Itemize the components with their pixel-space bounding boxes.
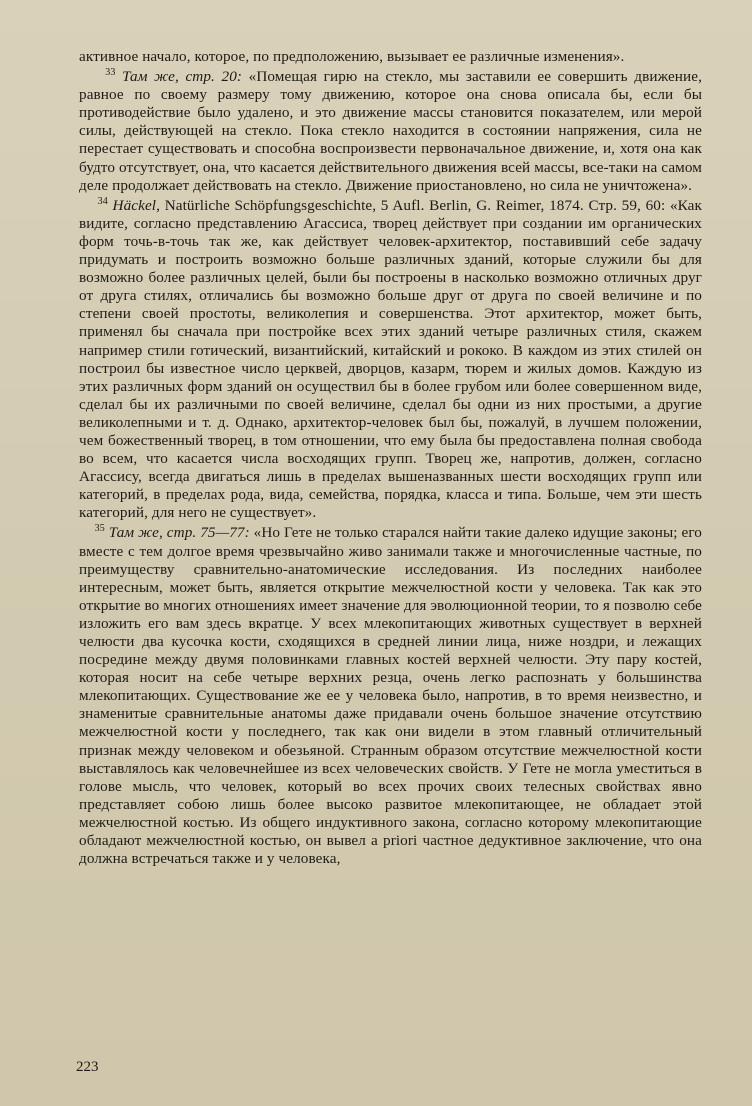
footnote-reference: Там же, стр. 20: (122, 68, 243, 86)
footnote-33 (79, 68, 702, 195)
footnote-35 (79, 524, 702, 868)
footnote-number: 34 (97, 195, 108, 207)
footnote-number: 35 (94, 523, 105, 535)
footnote-number: 33 (105, 67, 116, 79)
footnote-reference: Там же, стр. 75—77: (108, 524, 250, 542)
page-number: 223 (76, 1059, 99, 1075)
footnote-text: Natürliche Schöpfungsgeschichte, 5 Aufl. Berlin, G. Reimer, 1874. Стр. 59, 60: «Как видите, согласно представлению Агассиса, творец действует при создании им органических форм точь-в-точь так же, как действует человек-архитектор, поставивший себе задачу придумать и построить возможно больше различных зданий, которые служили бы для возможно более различных целей, были бы построены в насколько возможно отличных друг от друга стилях, отличались бы возможно больше друг от друга по своей величине и по степени своей простоты, великолепия и совершенства. Этот архитектор, может быть, применял бы сначала при постройке всех этих зданий четыре различных стиля, скажем например стили готический, византийский, китайский и рококо. В каждом из этих стилей он построил бы известное число церквей, дворцов, казарм, тюрем и жилых домов. Каждую из этих различных форм зданий он осуществил бы в более грубом или более совершенном виде, сделал бы их различными по своей величине, сделал бы одни из них простыми, а другие великолепными и т. д. Однако, архитектор-человек был бы, пожалуй, в лучшем положении, чем божественный творец, в том отношении, что ему была бы предоставлена полная свобода во всем, что касается числа восходящих групп. Творец же, напротив, должен, согласно Агассису, всегда двигаться лишь в пределах вышеназванных шести восходящих групп или категорий, в пределах рода, вида, семейства, порядка, класса и типа. Больше, чем эти шесть категорий, для него не существует». (79, 196, 702, 522)
footnote-continuation (79, 48, 702, 66)
footnote-reference: Häckel, (112, 196, 161, 214)
footnote-text: активное начало, которое, по предположению, вызывает ее различные изменения». (79, 48, 625, 65)
footnote-text: «Помещая гирю на стекло, мы заставили ее совершить движение, равное по своему размеру тому движению, которое она снова описала бы, если бы противодействие было удалено, и это движение массы становится показателем, или мерой силы, действующей на стекло. Пока стекло находится в состоянии напряжения, сила не перестает существовать и способна воспроизвести первоначальное движение, и, хотя она как будто отсутствует, она, что касается действительного движения всей массы, все-таки на самом деле продолжает действовать на стекло. Движение приостановлено, но сила не уничтожена». (79, 68, 702, 194)
footnote-34 (79, 197, 702, 523)
footnote-text: «Но Гете не только старался найти такие далеко идущие законы; его вместе с тем долгое время чрезвычайно живо занимали также и многочисленные частные, по преимуществу сравнительно-анатомические исследования. Из последних наиболее интересным, может быть, является открытие межчелюстной кости у человека. Так как это открытие во многих отношениях имеет значение для эволюционной теории, то я позволю себе изложить его вам здесь вкратце. У всех млекопитающих животных существует в верхней челюсти два кусочка кости, сходящихся в средней линии лица, ниже ноздри, и лежащих посредине между двумя половинками главных костей верхней челюсти. Эту пару костей, которая носит на себе четыре верхних резца, очень легко распознать у большинства млекопитающих. Существование же ее у человека было, напротив, в то время неизвестно, и знаменитые сравнительные анатомы даже придавали очень большое значение отсутствию межчелюстной кости у последнего, так как они видели в этом главный отличительный признак между человеком и обезьяной. Странным образом отсутствие межчелюстной кости выставлялось как человечнейшее из всех человеческих свойств. У Гете не могла уместиться в голове мысль, что человек, который во всех прочих своих телесных свойствах явно представляет собою лишь более высоко развитое млекопитающее, не обладает этой межчелюстной костью. Из общего индуктивного закона, согласно которому млекопитающие обладают межчелюстной костью, он вывел a priori частное дедуктивное заключение, что она должна встречаться также и у человека, (79, 524, 702, 868)
